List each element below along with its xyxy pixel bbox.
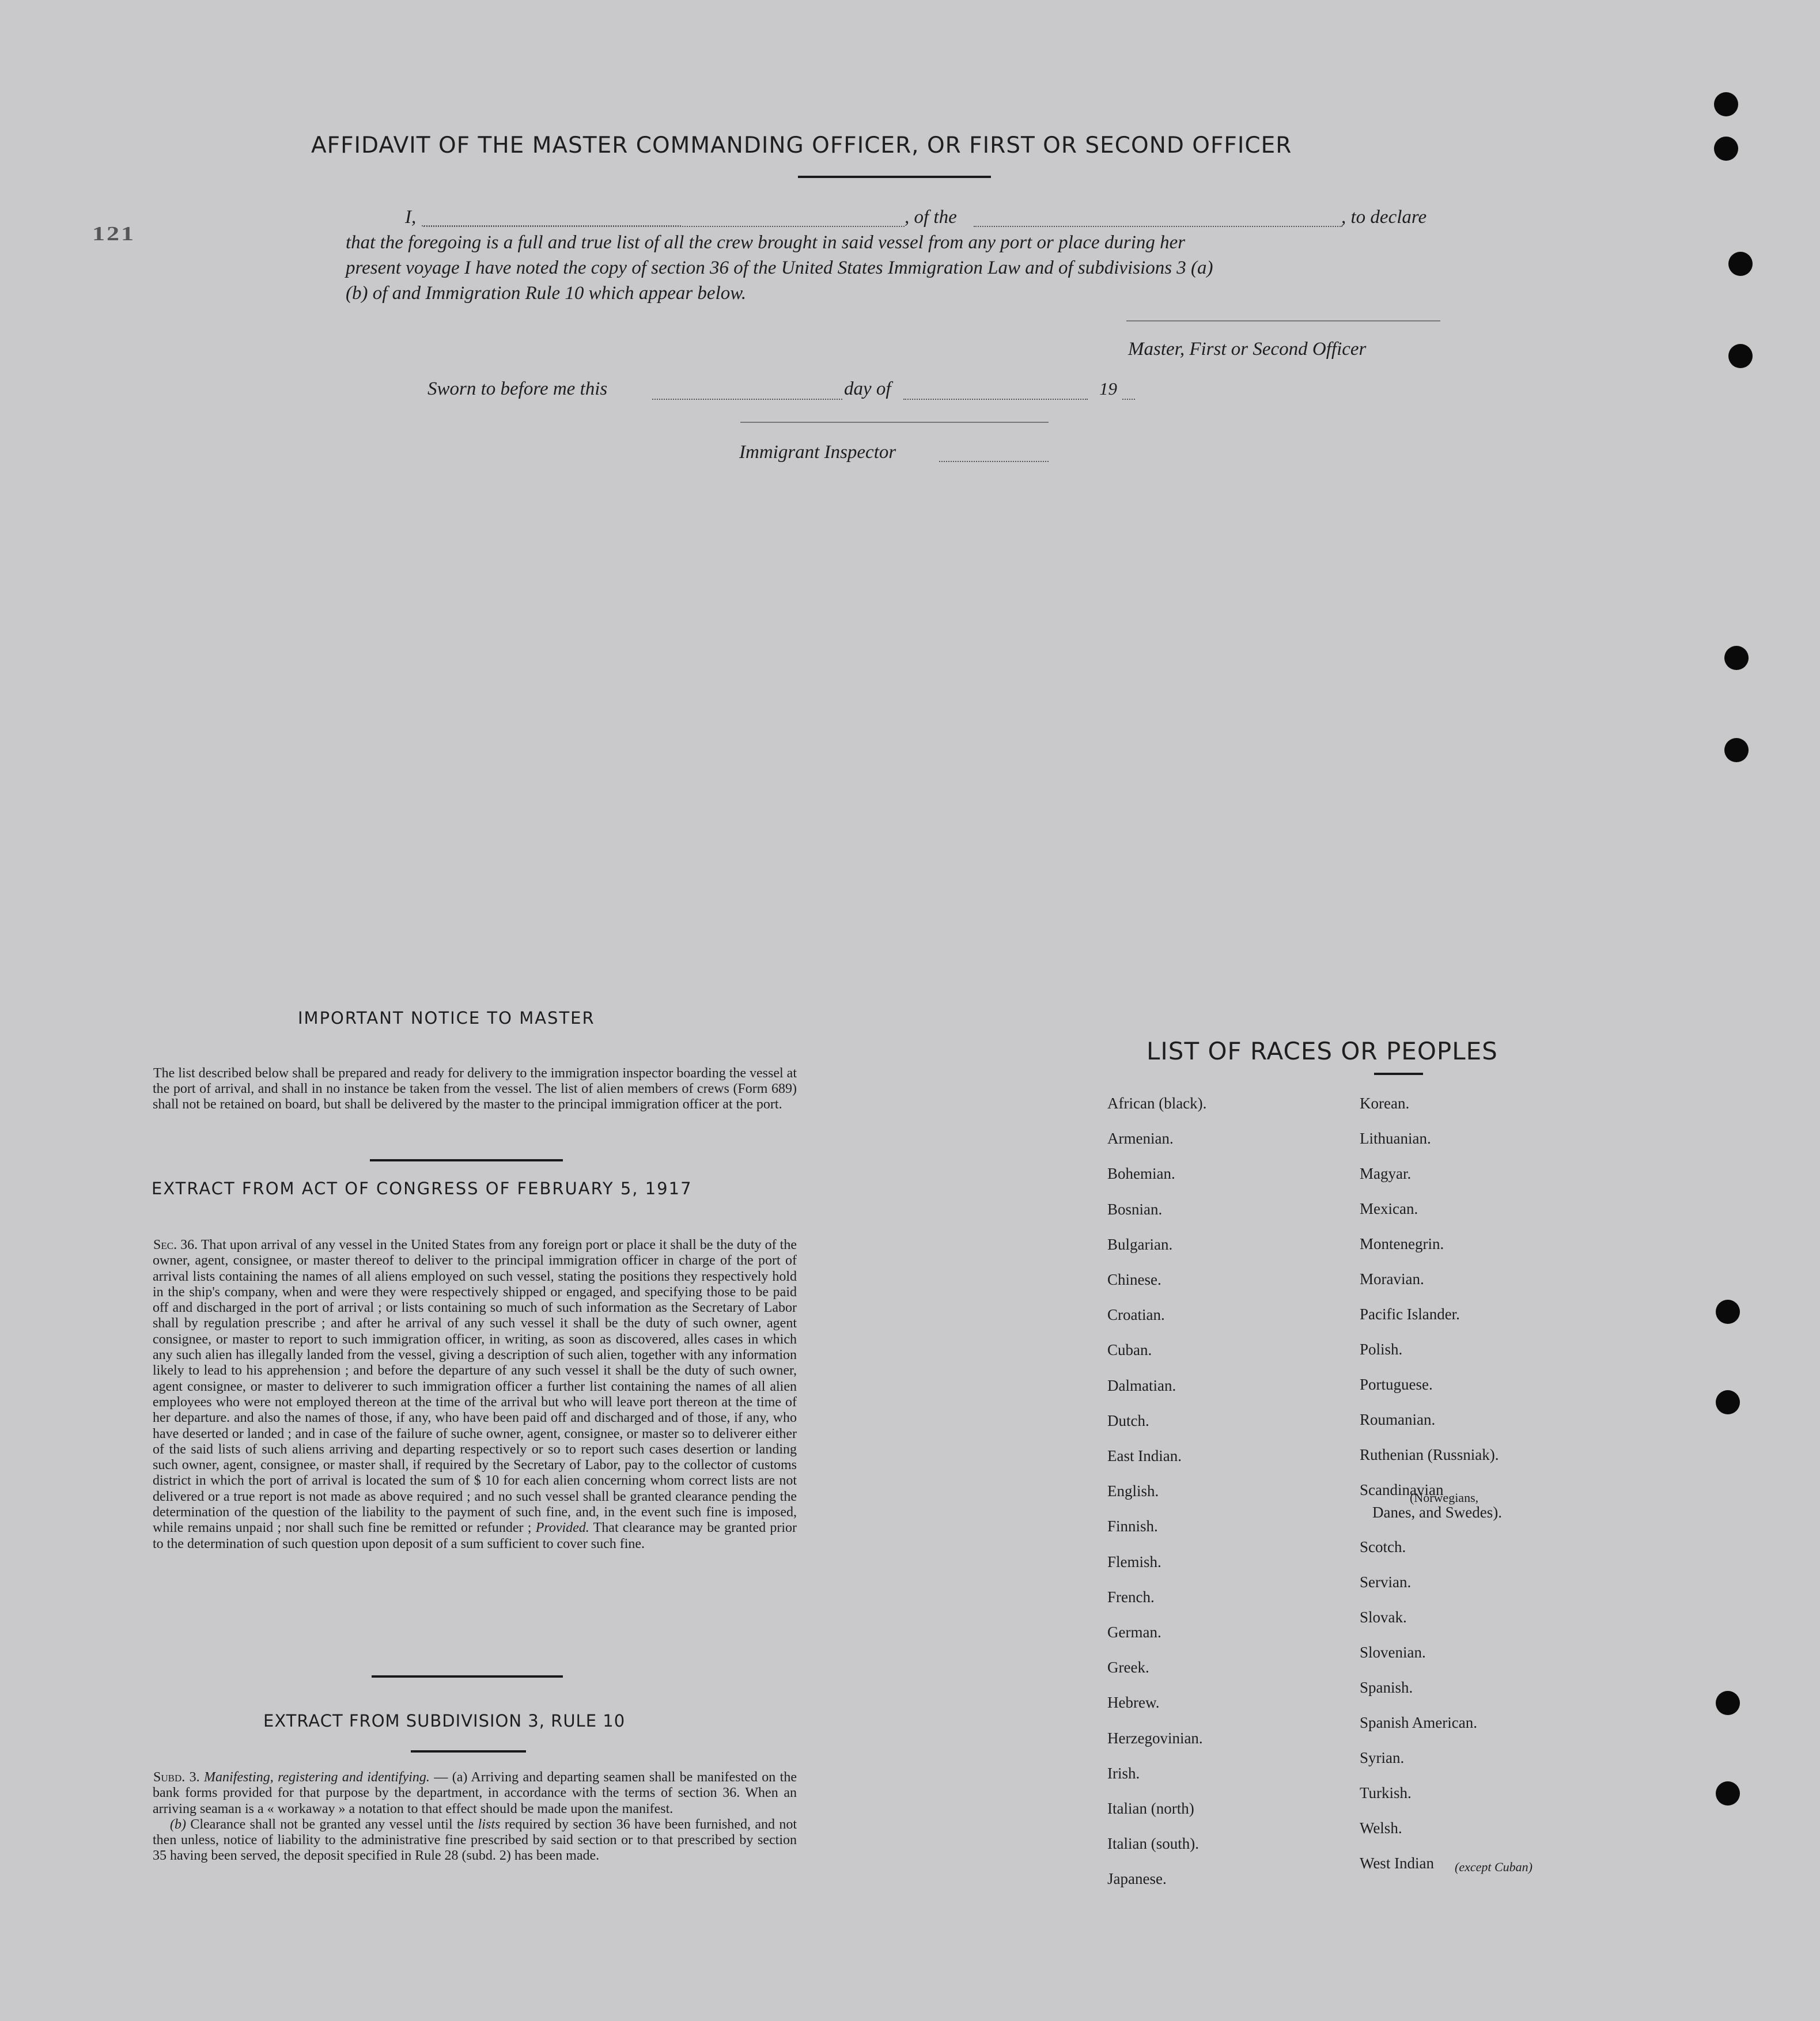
notice-text: The list described below shall be prepared and ready for delivery to the immigration inspector boarding the vessel at the port of arrival, and shall in no instance be taken from the vessel. The list of alien members of crews (Form 689) shall not be retained on board, but shall be delivered by the master to the principal immigration officer at the port. [153, 1066, 797, 1112]
binder-hole [1716, 1781, 1740, 1806]
race-item: Montenegrin. [1360, 1235, 1444, 1252]
act-provided: Provided. [535, 1520, 589, 1536]
binder-hole [1728, 252, 1753, 276]
race-item: Spanish American. [1360, 1714, 1477, 1731]
race-item: Slovenian. [1360, 1644, 1426, 1661]
sworn-prefix: Sworn to before me this [427, 379, 608, 399]
vessel-blank [974, 226, 1342, 227]
act-body: That upon arrival of any vessel in the United States from any foreign port or place it shall be the duty of the owner, agent, consignee, or master thereof to deliver to the principal immigration officer in charge of the port of arrival lists containing the names of all aliens employed on such vessel, stating the positions they respectively hold in the ship's company, when and were they were respectively shipped or engaged, and specifying those to be paid off and discharged in the port of arrival ; or lists containing so much of such information as the Secretary of Labor shall by regulation prescribe ; and after he arrival of any such vessel it shall be the duty of such owner, agent consignee, or master to report to such immigration officer, in writing, as soon as discovered, alles cases in which any such alien has illegally landed from the vessel, giving a description of such alien, together with any information likely to lead to his apprehension ; and before the departure of any such vessel it shall be the duty of such owner, agent consignee, or master to deliverer to such immigration officer a further list containing the names of all alien employees who were not employed thereon at the time of the arrival but who will leave port thereon at the time of her departure. and also the names of those, if any, who have been paid off and discharged and of those, if any, who have deserted or landed ; and in case of the failure of suche owner, agent, consignee, or master so to deliverer either of the said lists of such aliens arriving and departing respectively or so to report such cases desertion or landing such owner, agent, consignee, or master shall, if required by the Secretary of Labor, pay to the collector of customs district in which the port of arrival is located the sum of $ 10 for each alien concerning whom correct lists are not delivered or a true report is not made as above required ; and no such vessel shall be granted clearance pending the determination of the question of the liability to the payment of such fine, and, in the event such fine is imposed, while remains unpaid ; nor shall such fine be remitted or refunder ; [153, 1237, 797, 1536]
race-item: Flemish. [1107, 1553, 1161, 1570]
race-item: Roumanian. [1360, 1411, 1436, 1428]
act-sec-label: Sec. 36. [153, 1237, 198, 1252]
race-item: Spanish. [1360, 1679, 1413, 1696]
rule-subd-label: Subd. 3. [153, 1770, 200, 1785]
rule-title: EXTRACT FROM SUBDIVISION 3, RULE 10 [263, 1711, 626, 1731]
sworn-month-blank [903, 399, 1088, 400]
inspector-line [740, 422, 1049, 423]
race-item: West Indian [1360, 1855, 1435, 1872]
races-title: LIST OF RACES OR PEOPLES [1147, 1037, 1498, 1065]
binder-hole [1728, 344, 1753, 368]
race-item: Dutch. [1107, 1411, 1149, 1429]
act-title: EXTRACT FROM ACT OF CONGRESS OF FEBRUARY 5, 1917 [152, 1179, 693, 1198]
binder-hole [1724, 738, 1749, 762]
race-item: Syrian. [1360, 1749, 1405, 1766]
race-item: Ruthenian (Russniak). [1360, 1446, 1499, 1463]
scandinavian-note-1: (Norwegians, [1410, 1490, 1479, 1505]
race-item: Bohemian. [1107, 1165, 1175, 1183]
race-item: Turkish. [1360, 1784, 1412, 1802]
race-item: Moravian. [1360, 1270, 1424, 1288]
rule-para-b-1: Clearance shall not be granted any vessel until the [190, 1816, 474, 1832]
binder-hole [1714, 92, 1738, 116]
sworn-day-blank [652, 399, 842, 400]
race-item: Armenian. [1107, 1130, 1174, 1148]
race-item: Herzegovinian. [1107, 1729, 1203, 1747]
race-item: Bulgarian. [1107, 1235, 1173, 1253]
race-item: Italian (south). [1107, 1835, 1199, 1853]
race-item: African (black). [1107, 1095, 1207, 1112]
inspector-label: Immigrant Inspector [739, 442, 896, 463]
inspector-blank [939, 461, 1049, 462]
affidavit-line-3: present voyage I have noted the copy of section 36 of the United States Immigration Law and of subdivisions 3 (a) [346, 258, 1213, 278]
act-text [153, 1237, 797, 1552]
divider [372, 1675, 563, 1678]
race-item: French. [1107, 1588, 1155, 1606]
race-item: Chinese. [1107, 1271, 1161, 1288]
rule-para-b-lists: lists [478, 1816, 501, 1832]
race-item: Magyar. [1360, 1165, 1412, 1182]
race-item: Mexican. [1360, 1200, 1418, 1217]
race-item: Italian (north) [1107, 1800, 1194, 1817]
race-item: English. [1107, 1482, 1159, 1500]
affidavit-of-the: , of the [905, 207, 957, 228]
race-item: Pacific Islander. [1360, 1305, 1460, 1323]
race-item: Polish. [1360, 1341, 1403, 1358]
signature-label: Master, First or Second Officer [1128, 339, 1367, 359]
rule-subd-heading: Manifesting, registering and identifying. [204, 1770, 430, 1785]
rule-b-label: (b) [170, 1816, 186, 1832]
sworn-year-blank [1122, 399, 1135, 400]
binder-hole [1716, 1691, 1740, 1715]
affidavit-i: I, [405, 207, 417, 228]
binder-hole [1714, 137, 1738, 161]
race-item: Scotch. [1360, 1538, 1406, 1556]
binder-hole [1716, 1300, 1740, 1324]
race-item: Slovak. [1360, 1609, 1407, 1626]
race-item: Irish. [1107, 1764, 1140, 1782]
race-item: Bosnian. [1107, 1200, 1163, 1218]
race-item: Welsh. [1360, 1819, 1402, 1837]
divider [411, 1750, 526, 1753]
name-blank [423, 226, 905, 227]
race-item: German. [1107, 1623, 1161, 1641]
binder-hole [1716, 1390, 1740, 1414]
race-item: Hebrew. [1107, 1694, 1160, 1712]
race-item: Scandinavian [1360, 1481, 1444, 1498]
race-item: Japanese. [1107, 1870, 1167, 1888]
west-indian-note: (except Cuban) [1455, 1860, 1533, 1874]
affidavit-title: AFFIDAVIT OF THE MASTER COMMANDING OFFICER, OR FIRST OR SECOND OFFICER [311, 133, 1292, 158]
races-title-underline [1374, 1073, 1423, 1075]
sworn-day-of: day of [844, 379, 891, 399]
race-item: Croatian. [1107, 1306, 1165, 1324]
margin-stamp: 121 [92, 222, 135, 245]
signature-line [1126, 320, 1440, 321]
scandinavian-note-2: Danes, and Swedes). [1372, 1504, 1502, 1521]
race-item: Cuban. [1107, 1341, 1152, 1359]
rule-text [153, 1770, 797, 1864]
race-item: East Indian. [1107, 1447, 1182, 1464]
affidavit-body [346, 205, 1443, 306]
act-body-end: That clearance may be granted prior to the determination of such question upon deposit of a sum sufficient to cover such fine. [153, 1520, 797, 1551]
sworn-year: 19 [1099, 379, 1117, 399]
race-item: Portuguese. [1360, 1376, 1433, 1393]
race-item: Finnish. [1107, 1517, 1158, 1535]
race-item: Korean. [1360, 1095, 1410, 1112]
affidavit-line-4: (b) of and Immigration Rule 10 which appear below. [346, 283, 747, 304]
divider [370, 1159, 563, 1161]
title-underline [798, 176, 991, 178]
race-item: Greek. [1107, 1659, 1149, 1676]
binder-hole [1724, 646, 1749, 670]
notice-title: IMPORTANT NOTICE TO MASTER [298, 1008, 595, 1028]
rule-para-a: Arriving and departing seamen shall be manifested on the bank forms provided for that purpose by the department, in accordance with the terms of section 36. When an arriving seaman is a « workaway » a notation to that effect should be made upon the manifest. [153, 1770, 797, 1816]
affidavit-line-2: that the foregoing is a full and true list of all the crew brought in said vessel from any port or place during her [346, 232, 1186, 253]
affidavit-to-declare: , to declare [1341, 207, 1427, 228]
rule-para-b-2: required by section 36 have been furnished, and not then unless, notice of liability to the administrative fine prescribed by said section or to that prescribed by section 35 having been served, the deposit specified in Rule 28 (subd. 2) has been made. [153, 1816, 797, 1864]
race-item: Servian. [1360, 1573, 1412, 1591]
rule-a-label: — (a) [434, 1770, 468, 1785]
race-item: Dalmatian. [1107, 1376, 1176, 1394]
race-item: Lithuanian. [1360, 1130, 1431, 1147]
